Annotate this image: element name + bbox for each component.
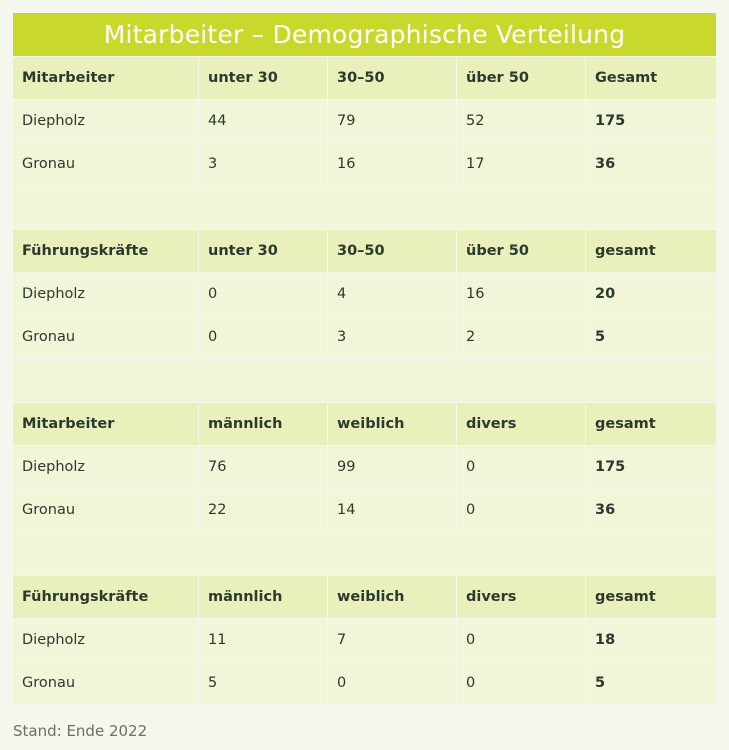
spacer-row [13, 532, 716, 576]
table-header-row [13, 403, 716, 446]
data-cell: 0 [199, 316, 328, 359]
row-label: Diepholz [13, 446, 199, 489]
data-cell: 76 [199, 446, 328, 489]
table-row [13, 273, 716, 316]
total-cell: 175 [586, 100, 716, 143]
row-label: Gronau [13, 662, 199, 705]
data-cell: 5 [199, 662, 328, 705]
data-cell: 0 [457, 489, 586, 532]
data-cell: 16 [457, 273, 586, 316]
header-cell: über 50 [457, 57, 586, 100]
total-cell: 5 [586, 662, 716, 705]
data-cell: 0 [457, 619, 586, 662]
table-row [13, 100, 716, 143]
data-cell: 16 [328, 143, 457, 186]
data-cell: 79 [328, 100, 457, 143]
data-cell: 4 [328, 273, 457, 316]
data-cell: 7 [328, 619, 457, 662]
table-row [13, 489, 716, 532]
header-cell: Mitarbeiter [13, 403, 199, 446]
row-label: Gronau [13, 489, 199, 532]
header-cell: weiblich [328, 403, 457, 446]
data-cell: 3 [199, 143, 328, 186]
table-header-row [13, 576, 716, 619]
header-cell: gesamt [586, 403, 716, 446]
total-cell: 175 [586, 446, 716, 489]
table-header-row [13, 230, 716, 273]
footnote: Stand: Ende 2022 [13, 722, 148, 740]
total-cell: 5 [586, 316, 716, 359]
data-cell: 11 [199, 619, 328, 662]
row-label: Diepholz [13, 273, 199, 316]
header-cell: weiblich [328, 576, 457, 619]
header-cell: divers [457, 403, 586, 446]
data-cell: 17 [457, 143, 586, 186]
header-cell: gesamt [586, 576, 716, 619]
header-cell: unter 30 [199, 230, 328, 273]
total-cell: 18 [586, 619, 716, 662]
header-cell: Mitarbeiter [13, 57, 199, 100]
header-cell: männlich [199, 576, 328, 619]
row-label: Gronau [13, 316, 199, 359]
total-cell: 36 [586, 489, 716, 532]
header-cell: über 50 [457, 230, 586, 273]
data-cell: 2 [457, 316, 586, 359]
data-cell: 44 [199, 100, 328, 143]
header-cell: gesamt [586, 230, 716, 273]
data-cell: 0 [328, 662, 457, 705]
header-cell: divers [457, 576, 586, 619]
page-title: Mitarbeiter – Demographische Verteilung [13, 13, 716, 56]
data-cell: 0 [199, 273, 328, 316]
data-cell: 14 [328, 489, 457, 532]
data-cell: 0 [457, 662, 586, 705]
table-row [13, 316, 716, 359]
spacer-row [13, 186, 716, 230]
demographics-table [13, 57, 716, 705]
demographics-panel [13, 13, 716, 705]
row-label: Diepholz [13, 619, 199, 662]
total-cell: 20 [586, 273, 716, 316]
table-header-row [13, 57, 716, 100]
data-cell: 52 [457, 100, 586, 143]
spacer-row [13, 359, 716, 403]
header-cell: Gesamt [586, 57, 716, 100]
total-cell: 36 [586, 143, 716, 186]
table-row [13, 143, 716, 186]
header-cell: 30–50 [328, 57, 457, 100]
header-cell: unter 30 [199, 57, 328, 100]
data-cell: 99 [328, 446, 457, 489]
row-label: Diepholz [13, 100, 199, 143]
header-cell: männlich [199, 403, 328, 446]
table-row [13, 446, 716, 489]
table-row [13, 619, 716, 662]
header-cell: Führungskräfte [13, 576, 199, 619]
header-cell: Führungskräfte [13, 230, 199, 273]
row-label: Gronau [13, 143, 199, 186]
data-cell: 3 [328, 316, 457, 359]
header-cell: 30–50 [328, 230, 457, 273]
data-cell: 0 [457, 446, 586, 489]
table-row [13, 662, 716, 705]
data-cell: 22 [199, 489, 328, 532]
